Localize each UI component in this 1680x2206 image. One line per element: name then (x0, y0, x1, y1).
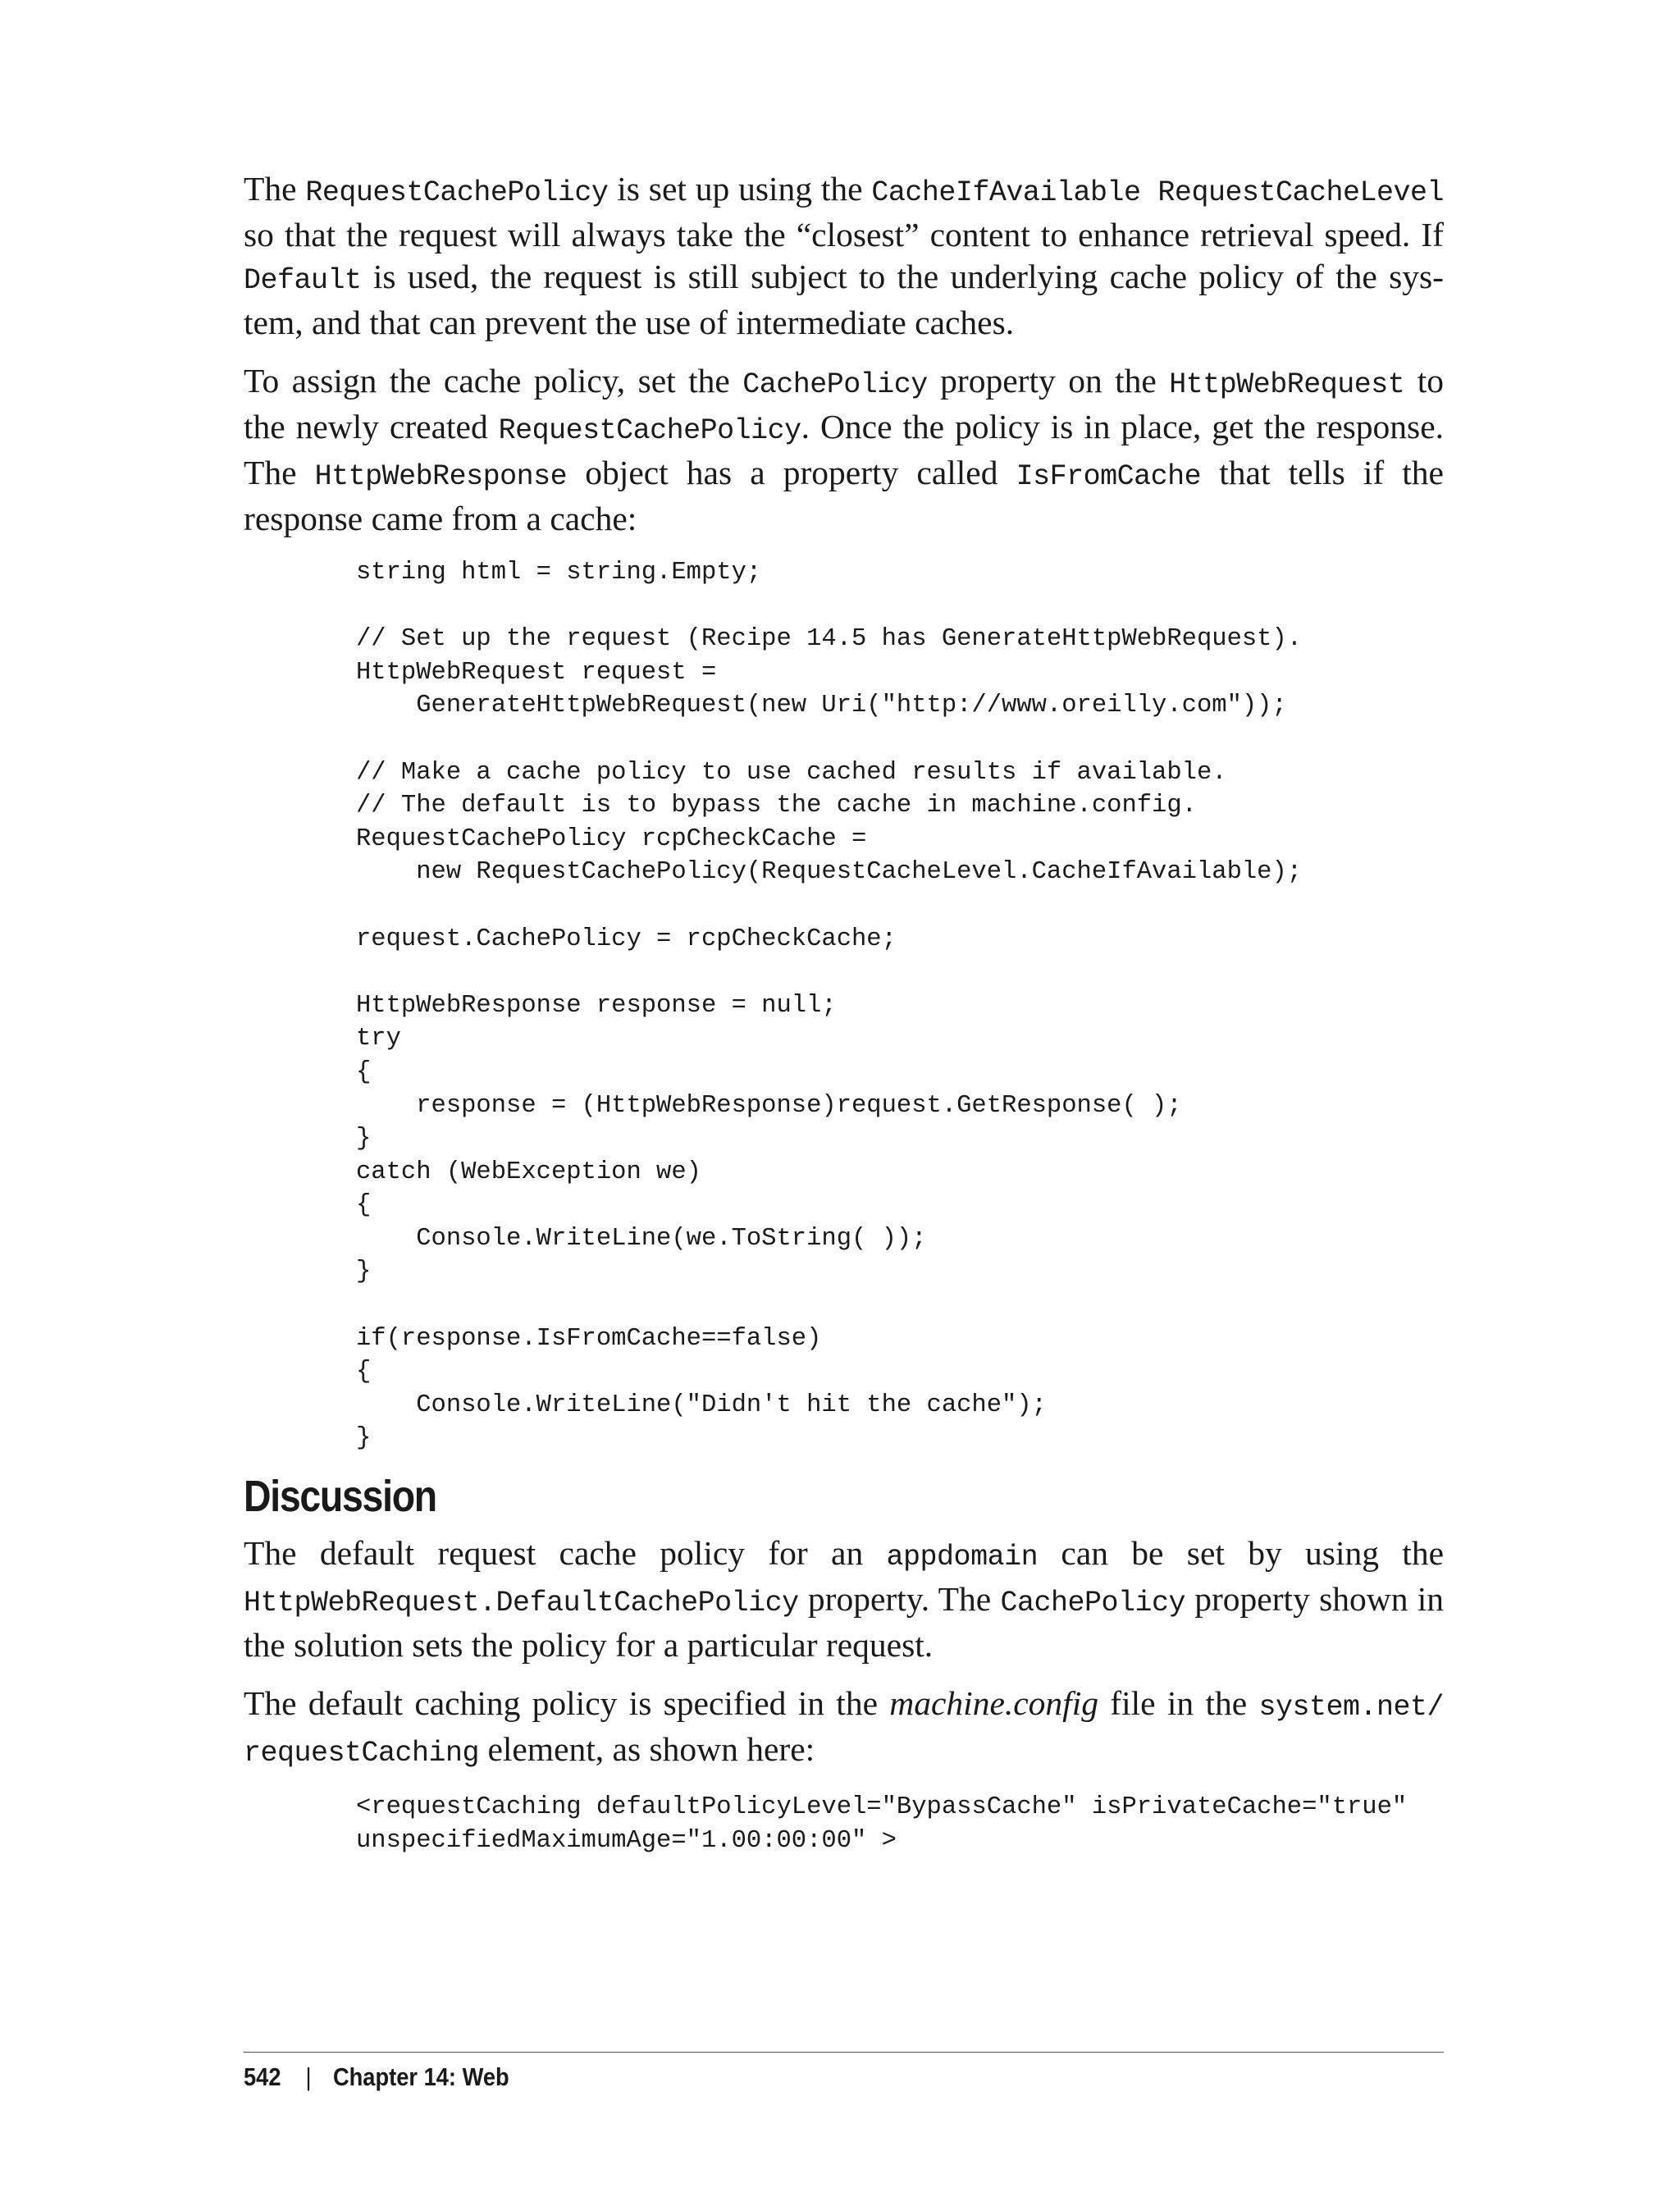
code-block-request-caching-config: <requestCaching defaultPolicyLevel="BypassCache" isPrivateCache="true" unspecifiedMaximumAge="1.00:00:00" > (356, 1793, 1408, 1855)
section-heading-discussion: Discussion (244, 1472, 436, 1522)
page-number: 542 (244, 2062, 281, 2091)
inline-code: RequestCachePolicy (498, 414, 801, 447)
inline-code: IsFromCache (1016, 460, 1202, 493)
inline-code: HttpWebResponse (314, 460, 568, 493)
code-block-cache-example: string html = string.Empty; // Set up the request (Recipe 14.5 has GenerateHttpWebRequest). HttpWebRequest request = GenerateHttpWebRequest(new Uri("http://www.oreilly.com")); // Make a cache policy to use cached results if available. // The default is to bypass the cache in machine.config. RequestCachePolicy rcpCheckCache = new RequestCachePolicy(RequestCacheLevel.CacheIfAvailable); request.CachePolicy = rcpCheckCache; HttpWebResponse response = null; try { response = (HttpWebResponse)request.GetResponse( ); } catch (WebException we) { Console.WriteLine(we.ToString( )); } if(response.IsFromCache==false) { Console.WriteLine("Didn't hit the cache"); } (356, 559, 1303, 1453)
emphasized-text: machine.config (889, 1684, 1098, 1723)
paragraph-assign-cache-policy: To assign the cache policy, set the CachePolicy property on the HttpWebRequest to the newly created RequestCachePolicy. Once the policy is in place, get the response. The HttpWebResponse object has a property called IsFromCache that tells if the response came from a cache: (244, 362, 1444, 537)
inline-code: CachePolicy (742, 368, 928, 401)
inline-code: HttpWebRequest.DefaultCachePolicy (244, 1587, 799, 1620)
inline-code: HttpWebRequest (1169, 368, 1405, 401)
inline-code: Default (244, 264, 362, 297)
inline-code: system.net/ requestCaching (244, 1691, 1444, 1770)
page-content (244, 168, 1444, 1872)
paragraph-machine-config: The default caching policy is specified in the machine.config file in the system.net/ requestCaching element, as shown here: (244, 1684, 1444, 1770)
chapter-title: Chapter 14: Web (332, 2062, 509, 2091)
inline-code: RequestCachePolicy (305, 176, 609, 209)
page-footer (244, 2061, 509, 2094)
inline-code: CacheIfAvailable RequestCacheLevel (871, 176, 1444, 209)
inline-code: appdomain (886, 1541, 1039, 1574)
paragraph-cache-policy-setup: The RequestCachePolicy is set up using the CacheIfAvailable RequestCacheLevel so that the request will always take the “closest” content to enhance retrieval speed. If Default is used, the request is still subject to the underlying cache policy of the system, and that can prevent the use of intermediate caches. (244, 170, 1444, 341)
inline-code: CachePolicy (1000, 1587, 1185, 1620)
footer-separator: | (305, 2062, 312, 2091)
footer-divider (244, 2052, 1444, 2053)
paragraph-default-request-policy: The default request cache policy for an appdomain can be set by using the HttpWebRequest.DefaultCachePolicy property. The CachePolicy property shown in the solution sets the policy for a particular request. (244, 1534, 1444, 1665)
